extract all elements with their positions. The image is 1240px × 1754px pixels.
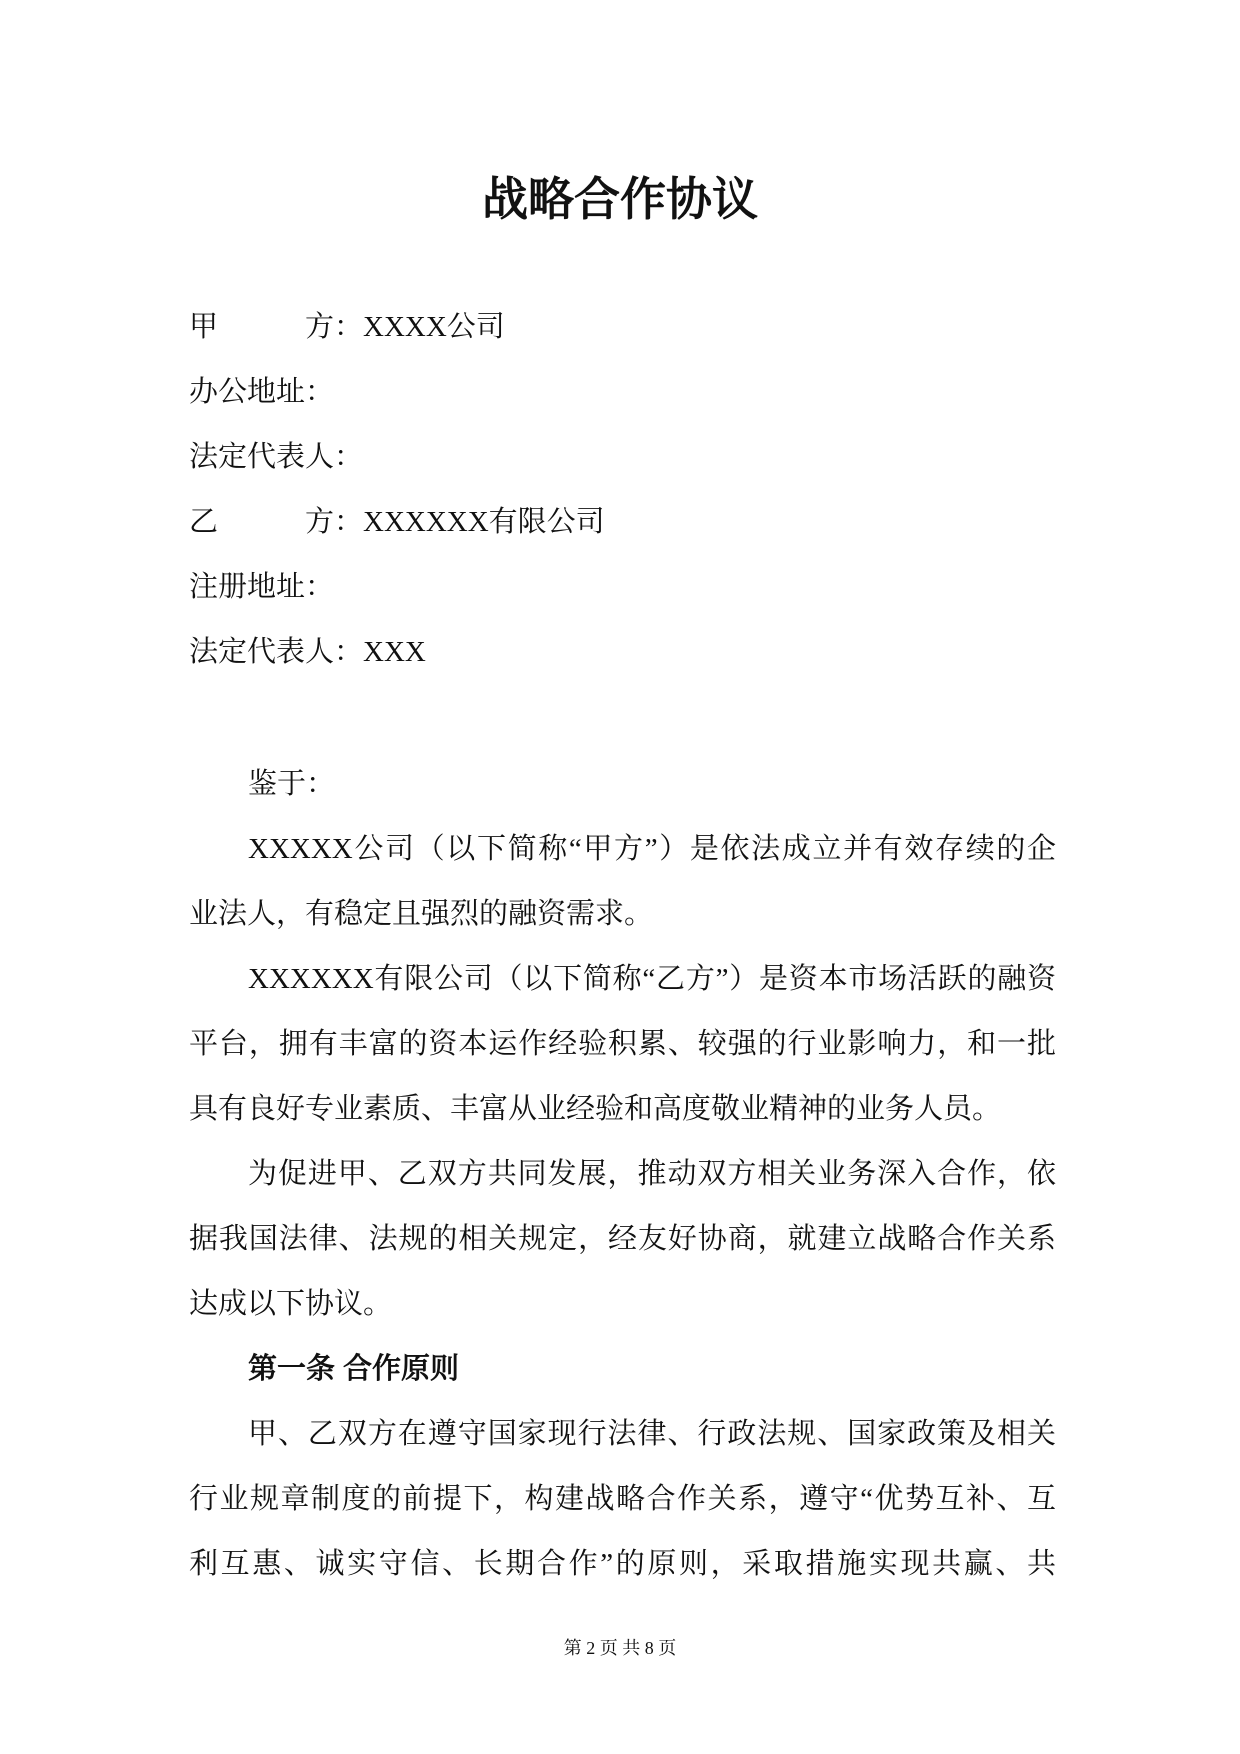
legal-rep-label: 法定代表人 [189, 636, 335, 668]
office-address-label: 办公地址 [189, 376, 306, 408]
label-separator: ： [334, 506, 364, 538]
party-b-label: 乙方 [189, 506, 334, 538]
label-separator: ： [334, 441, 364, 473]
paragraph-line: 具有良好专业素质、丰富从业经验和高度敬业精神的业务人员。 [189, 1093, 1002, 1125]
recital-heading: 鉴于： [248, 768, 336, 800]
document-title: 战略合作协议 [482, 173, 758, 225]
paragraph-line: 甲、乙双方在遵守国家现行法律、行政法规、国家政策及相关 [248, 1418, 1056, 1450]
party-b-name: XXXXXX有限公司 [363, 506, 605, 538]
paragraph-line: 业法人，有稳定且强烈的融资需求。 [189, 898, 654, 930]
party-b-line [189, 490, 1056, 555]
paragraph [189, 817, 1056, 947]
legal-rep-label: 法定代表人 [189, 441, 335, 473]
party-a-line [189, 295, 1056, 360]
party-a-office-address-line [189, 360, 1056, 425]
party-b-legal-rep-line [189, 620, 1056, 685]
party-a-name: XXXX公司 [363, 311, 505, 343]
document-body [189, 752, 1056, 1597]
paragraph-line: 行业规章制度的前提下，构建战略合作关系，遵守“优势互补、互 [189, 1483, 1056, 1515]
paragraph-line: XXXXXX有限公司（以下简称“乙方”）是资本市场活跃的融资 [248, 963, 1056, 995]
party-a-label: 甲方 [189, 311, 334, 343]
section-heading: 第一条 合作原则 [248, 1353, 460, 1385]
paragraph-line: 达成以下协议。 [189, 1288, 393, 1320]
paragraph-line: 平台，拥有丰富的资本运作经验积累、较强的行业影响力，和一批 [189, 1028, 1056, 1060]
label-separator: ： [305, 571, 335, 603]
paragraph-line: XXXXX公司（以下简称“甲方”）是依法成立并有效存续的企 [248, 833, 1056, 865]
paragraph [189, 947, 1056, 1142]
paragraph-line: 利互惠、诚实守信、长期合作”的原则，采取措施实现共赢、共 [189, 1548, 1056, 1580]
paragraph [189, 1142, 1056, 1337]
label-separator: ： [334, 636, 364, 668]
label-separator: ： [305, 376, 335, 408]
page-number-footer: 第 2 页 共 8 页 [563, 1638, 677, 1658]
party-b-registered-address-line [189, 555, 1056, 620]
paragraph [189, 1402, 1056, 1597]
paragraph-line: 为促进甲、乙双方共同发展，推动双方相关业务深入合作，依 [248, 1158, 1056, 1190]
label-separator: ： [334, 311, 364, 343]
party-info-block [189, 295, 1056, 685]
legal-rep-value: XXX [363, 636, 426, 668]
registered-address-label: 注册地址 [189, 571, 306, 603]
paragraph-line: 据我国法律、法规的相关规定，经友好协商，就建立战略合作关系 [189, 1223, 1056, 1255]
party-a-legal-rep-line [189, 425, 1056, 490]
